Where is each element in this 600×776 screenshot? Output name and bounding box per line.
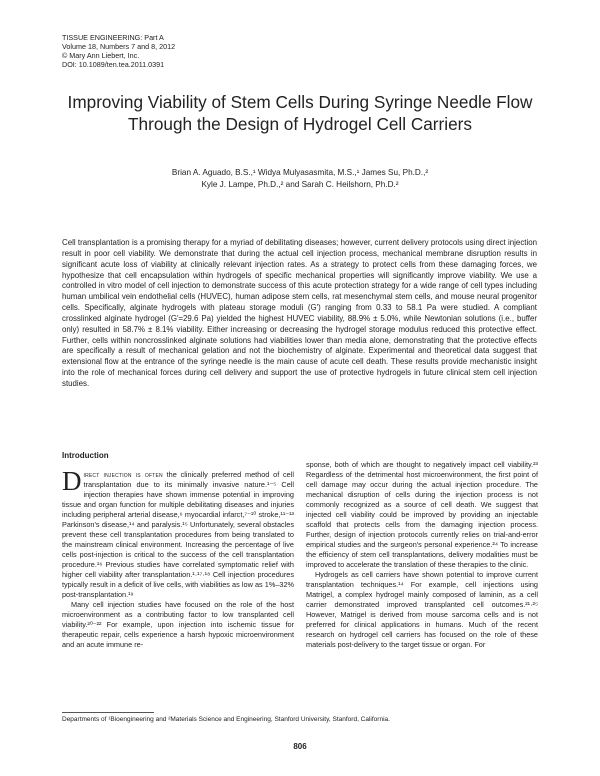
intro-paragraph-1-text: the clinically preferred method of cell transplantation due to its minimally invasive nature.¹⁻⁵ Cell injection therapies have shown immense potential in improving tissue and organ function for multiple debilitating diseases and injuries including peripheral arterial disease,⁶ myocardial infarct,⁷⁻¹⁰ stroke,¹¹⁻¹³ Parkinson's disease,¹⁴ and paralysis.¹⁵ Unfortunately, several obstacles prevent these cell transplantation procedures from being translated to the mainstream clinical environment. Increasing the percentage of live cells post-injection is critical to the success of the cell transplantation procedure.¹⁶ Previous studies have correlated symptomatic relief with higher cell viability after transplantation.¹·¹⁷·¹⁸ Cell injection procedures typically result in a deficit of live cells, with viabilities as low as 1%–32% post-transplantation.¹⁹	[62, 470, 294, 600]
intro-paragraph-1	[62, 466, 294, 600]
page-number: 806	[293, 742, 307, 751]
journal-name: TISSUE ENGINEERING: Part A	[62, 33, 164, 42]
footnote-rule	[62, 712, 154, 713]
journal-volume: Volume 18, Numbers 7 and 8, 2012	[62, 42, 176, 51]
section-heading-introduction: Introduction	[62, 451, 109, 460]
journal-info	[62, 33, 175, 69]
authors-line-1: Brian A. Aguado, B.S.,¹ Widya Mulyasasmita, M.S.,¹ James Su, Ph.D.,²	[171, 168, 429, 177]
journal-copyright: © Mary Ann Liebert, Inc.	[62, 51, 140, 60]
abstract: Cell transplantation is a promising therapy for a myriad of debilitating diseases; however, current delivery protocols using direct injection result in poor cell viability. We demonstrate that during the actual cell injection process, mechanical membrane disruption results in significant acute loss of viability at clinically relevant injection rates. As a strategy to protect cells from these damaging forces, we hypothesize that cell encapsulation within hydrogels of specific mechanical properties will significantly improve viability. We use a controlled in vitro model of cell injection to demonstrate success of this acute protection strategy for a wide range of cell types including human umbilical vein endothelial cells (HUVEC), human adipose stem cells, rat mesenchymal stem cells, and mouse neural progenitor cells. Specifically, alginate hydrogels with plateau storage moduli (G′) ranging from 0.33 to 58.1 Pa were studied. A compliant crosslinked alginate hydrogel (G′=29.6 Pa) yielded the highest HUVEC viability, 88.9% ± 5.0%, while Newtonian solutions (i.e., buffer only) resulted in 58.7% ± 8.1% viability. Either increasing or decreasing the hydrogel storage modulus reduced this protective effect. Further, cells within noncrosslinked alginate solutions had viabilities lower than media alone, demonstrating that the protective effects are specifically a result of mechanical gelation and not the biochemistry of alginate. Experimental and theoretical data suggest that extensional flow at the entrance of the syringe needle is the main cause of acute cell death. These results provide mechanistic insight into the role of mechanical forces during cell delivery and support the use of protective hydrogels in future clinical stem cell injection studies.	[62, 238, 537, 388]
paper-title: Improving Viability of Stem Cells During Syringe Needle Flow Through the Design of Hydrogel Cell Carriers	[67, 92, 533, 134]
right-column	[306, 460, 538, 650]
right-paragraph-1: sponse, both of which are thought to negatively impact cell viability.²³ Regardless of the detrimental host microenvironment, the first point of cell damage may occur during the actual injection procedure. The mechanical disruption of cells during the injection process is not commonly recognized as a source of cell death. We suggest that injected cell viability could be improved by providing an injectable scaffold that protects cells from the damaging injection process. Further, design of injection protocols currently relies on trial-and-error empirical studies and the surgeon's personal experience.²⁴ To increase the efficiency of stem cell transplantations, delivery modalities must be improved to accelerate the translation of these therapies to the clinic.	[306, 460, 538, 570]
intro-paragraph-2: Many cell injection studies have focused on the role of the host microenvironment as a contributing factor to low transplanted cell viability.²⁰⁻²² For example, upon injection into ischemic tissue for therapeutic repair, cells experience a harsh hypoxic microenvironment and an acute immune re-	[62, 600, 294, 650]
drop-cap: D	[62, 466, 82, 497]
author-list	[80, 167, 520, 190]
authors-line-2: Kyle J. Lampe, Ph.D.,² and Sarah C. Heilshorn, Ph.D.²	[201, 179, 399, 189]
right-paragraph-2: Hydrogels as cell carriers have shown potential to improve current transplantation techniques.¹⁴ For example, cell injections using Matrigel, a complex hydrogel mainly composed of laminin, as a cell carrier demonstrated improved transplanted cell outcomes.²¹·²⁵ However, Matrigel is derived from mouse sarcoma cells and is not preferred for clinical applications in humans. Much of the recent research on hydrogel cell carriers has focused on the role of these materials post-delivery to the target tissue or organ. For	[306, 570, 538, 650]
left-column	[62, 451, 294, 650]
affiliation-footnote: Departments of ¹Bioengineering and ²Materials Science and Engineering, Stanford University, Stanford, California.	[62, 716, 390, 723]
journal-doi: DOI: 10.1089/ten.tea.2011.0391	[62, 60, 165, 69]
intro-lead-smallcaps: irect injection is often	[83, 470, 163, 480]
